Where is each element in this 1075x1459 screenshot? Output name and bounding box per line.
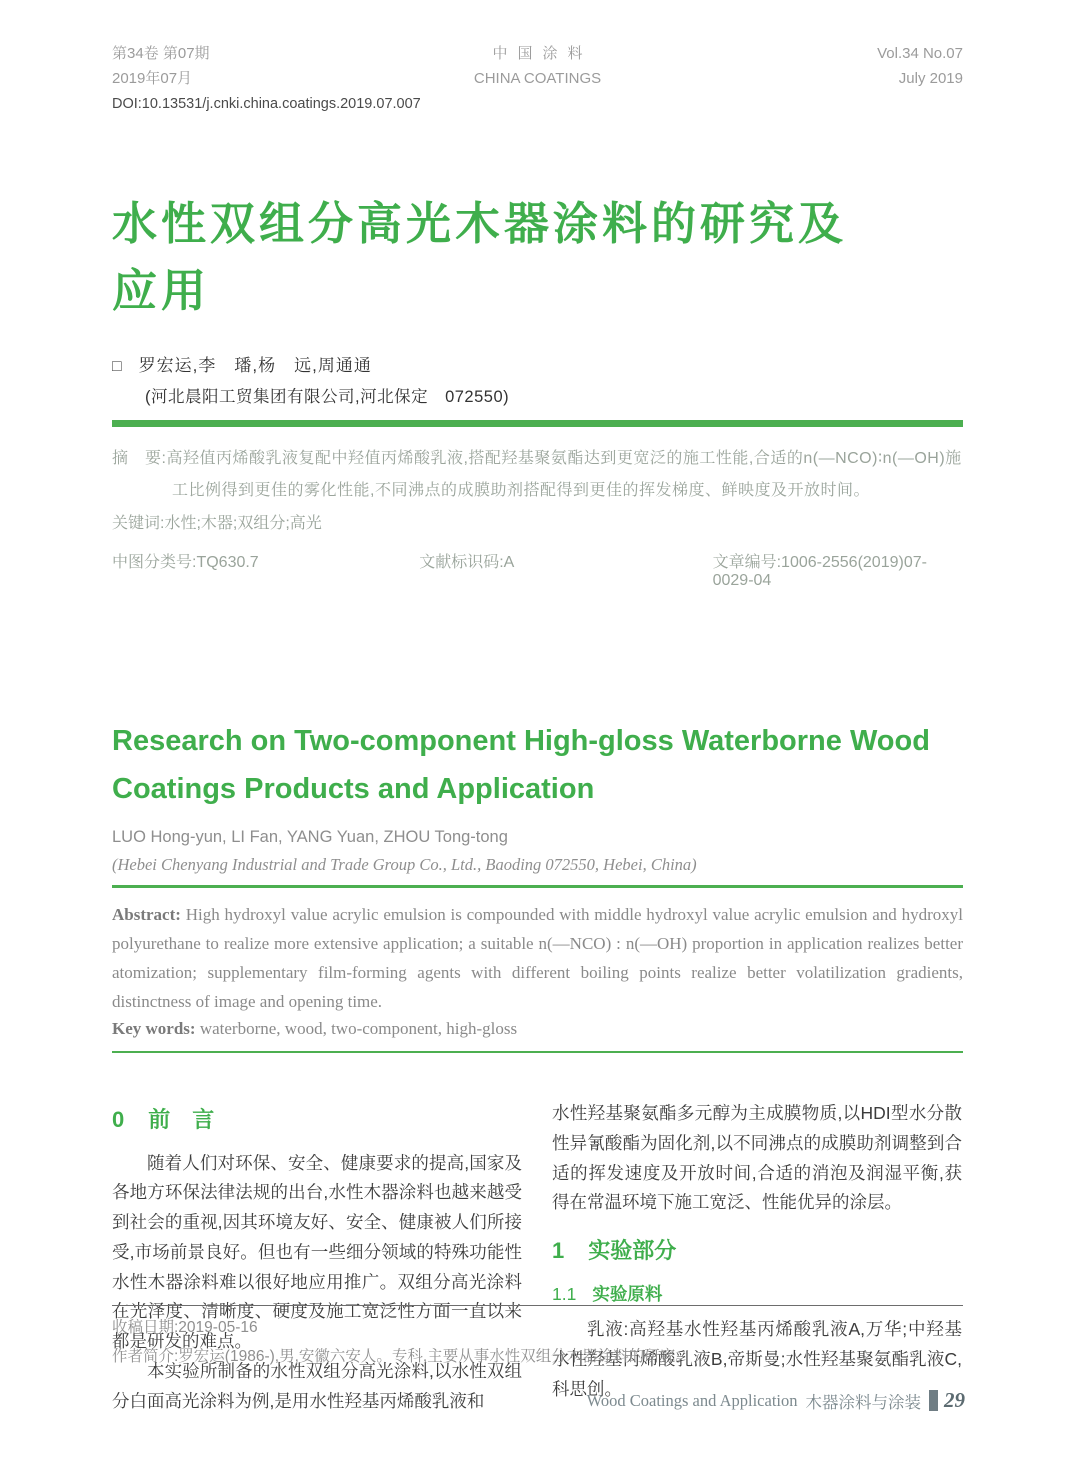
divider-green-thin <box>112 1051 963 1054</box>
abstract-cn-label: 摘 要: <box>112 449 167 467</box>
paragraph-materials: 乳液:高羟基水性羟基丙烯酸乳液A,万华;中羟基水性羟基丙烯酸乳液B,帝斯曼;水性羟基聚氨酯乳液C,科思创。 <box>552 1319 962 1399</box>
document-code: 文献标识码:A <box>419 554 515 572</box>
journal-name-en: CHINA COATINGS <box>473 69 602 87</box>
paragraph-intro-2: 本实验所制备的水性双组分高光涂料,以水性双组分白面高光涂料为例,是用水性羟基丙烯酸乳液和 <box>112 1360 522 1411</box>
subsection-title: 实验原料 <box>592 1283 663 1304</box>
volume-number: Vol.34 No.07 <box>877 45 963 62</box>
section-heading-1 <box>552 1232 962 1269</box>
authors-cn <box>112 351 963 376</box>
author-bio: 作者简介:罗宏运(1986-),男,安徽六安人。专科,主要从事水性双组分木器涂料的研究。 <box>112 1347 691 1365</box>
page-number: 29 <box>944 1388 965 1412</box>
received-date: 收稿日期:2019-05-16 <box>112 1319 258 1336</box>
keywords-en <box>112 1019 963 1039</box>
footer-journal-cn: 木器涂料与涂装 <box>805 1393 921 1412</box>
issue-info <box>112 42 332 92</box>
article-meta-row <box>112 549 963 590</box>
affiliation-cn: (河北晨阳工贸集团有限公司,河北保定 072550) <box>145 387 510 406</box>
section-number: 0 <box>112 1107 125 1133</box>
authors-cn-names: 罗宏运,李 璠,杨 远,周通通 <box>138 355 372 375</box>
volume-info <box>743 42 963 92</box>
subsection-number: 1.1 <box>552 1283 577 1304</box>
volume-date: July 2019 <box>898 69 963 87</box>
article-title-en: Research on Two-component High-gloss Waterborne Wood Coatings Products and Application <box>112 725 930 805</box>
issue-volume: 第34卷 第07期 <box>112 45 210 62</box>
page-footer <box>587 1388 965 1413</box>
footer-divider-bar <box>929 1390 938 1411</box>
abstract-cn-text: 高羟值丙烯酸乳液复配中羟值丙烯酸乳液,搭配羟基聚氨酯达到更宽泛的施工性能,合适的n(—NCO)∶n(—OH)施工比例得到更佳的雾化性能,不同沸点的成膜助剂搭配得到更佳的挥发梯度、鲜映度及开放时间。 <box>166 449 962 500</box>
divider-green-medium <box>112 885 963 888</box>
paragraph-intro-1: 随着人们对环保、安全、健康要求的提高,国家及各地方环保法律法规的出台,水性木器涂料也越来越受到社会的重视,因其环境友好、安全、健康被人们所接受,市场前景良好。但也有一些细分领域的特殊功能性水性木器涂料难以很好地应用推广。双组分高光涂料在光泽度、清晰度、硬度及施工宽泛性方面一直以来都是研发的难点。 <box>112 1152 522 1352</box>
section-title: 前 言 <box>148 1107 215 1133</box>
article-id: 文章编号:1006-2556(2019)07-0029-04 <box>712 554 927 590</box>
keywords-en-text: waterborne, wood, two-component, high-gloss <box>195 1018 518 1038</box>
abstract-en <box>112 900 963 1017</box>
affiliation-en: (Hebei Chenyang Industrial and Trade Group Co., Ltd., Baoding 072550, Hebei, China) <box>112 854 697 874</box>
section-number: 1 <box>552 1238 565 1264</box>
keywords-en-label: Key words: <box>112 1018 196 1038</box>
section-heading-0 <box>112 1101 522 1138</box>
authors-en: LUO Hong-yun, LI Fan, YANG Yuan, ZHOU Tong-tong <box>112 827 508 846</box>
paragraph-intro-3: 水性羟基聚氨酯多元醇为主成膜物质,以HDI型水分散性异氰酸酯为固化剂,以不同沸点的成膜助剂调整到合适的挥发速度及开放时间,合适的消泡及润湿平衡,获得在常温环境下施工宽泛、性能优异的涂层。 <box>552 1103 962 1213</box>
keywords-cn-label: 关键词: <box>112 515 165 533</box>
footer-journal-en: Wood Coatings and Application <box>586 1390 798 1410</box>
doi-line: DOI:10.13531/j.cnki.china.coatings.2019.07.007 <box>112 95 421 112</box>
abstract-en-text: High hydroxyl value acrylic emulsion is compounded with middle hydroxyl value acrylic emulsion and hydroxyl polyurethane to realize more extensive application; a suitable n(—NCO) : n(—OH) proportion in application realizes better atomization; supplementary film-forming agents with different boiling points realize better volatilization gradients, distinctness of image and opening time. <box>112 904 963 1012</box>
footnote-block <box>112 1305 963 1371</box>
issue-date: 2019年07月 <box>112 69 193 87</box>
keywords-cn-text: 水性;木器;双组分;高光 <box>164 515 322 533</box>
journal-name-cn: 中国涂料 <box>492 45 593 62</box>
clc-number: 中图分类号:TQ630.7 <box>112 554 259 572</box>
abstract-en-label: Abstract: <box>112 904 181 924</box>
open-square-icon: □ <box>112 357 123 375</box>
abstract-cn <box>112 443 963 509</box>
article-title-cn: 水性双组分高光木器涂料的研究及应用 <box>112 197 848 316</box>
divider-green-thick <box>112 420 963 427</box>
page-header <box>112 42 963 112</box>
section-title: 实验部分 <box>588 1238 677 1264</box>
keywords-cn <box>112 510 963 533</box>
journal-name <box>474 42 601 92</box>
